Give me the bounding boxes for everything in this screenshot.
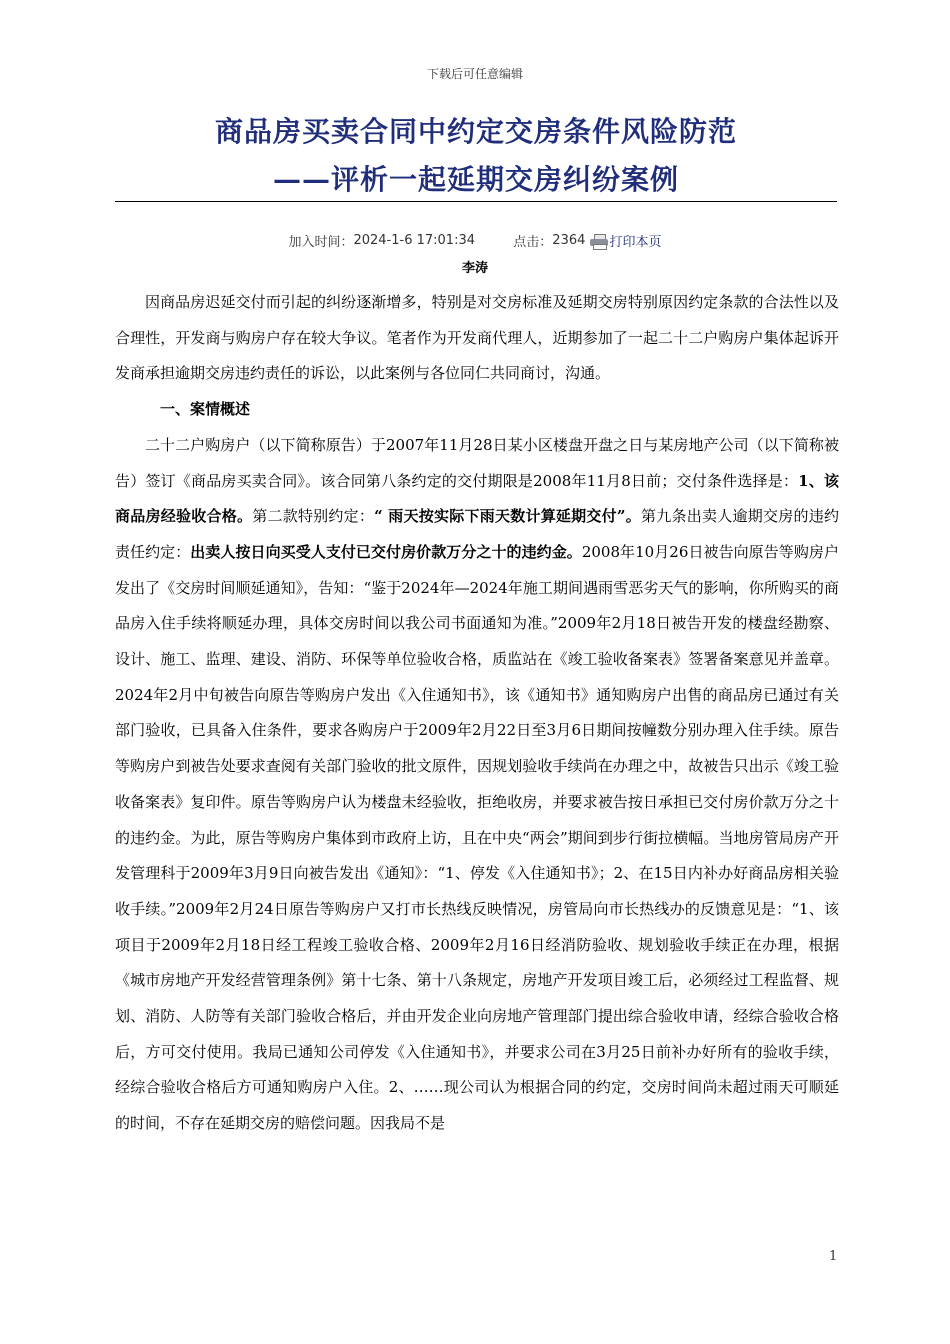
article-meta — [0, 231, 950, 250]
case-text-3: 第九条出卖人逾期交房的违约责任约定： — [115, 507, 839, 561]
printer-icon[interactable] — [590, 234, 608, 248]
case-bold-1: 1、该商品房经验收合格。 — [115, 471, 839, 526]
header-note: 下载后可任意编辑 — [426, 67, 523, 81]
clicks-label: 点击： — [513, 235, 553, 250]
document-title-line2: ——评析一起延期交房纠纷案例 — [272, 163, 679, 196]
case-bold-3: 出卖人按日向买受人支付已交付房价款万分之十的违约金。 — [190, 542, 582, 561]
author-name: 李涛 — [461, 261, 488, 276]
section-heading-case-overview: 一、案情概述 — [160, 400, 251, 419]
added-time-label: 加入时间： — [288, 235, 354, 250]
page-number: 1 — [829, 1249, 838, 1264]
clicks-value: 2364 — [552, 233, 586, 248]
print-page-link[interactable]: 打印本页 — [609, 235, 662, 250]
intro-paragraph: 因商品房迟延交付而引起的纠纷逐渐增多，特别是对交房标准及延期交房特别原因约定条款的合法性以及合理性，开发商与购房户存在较大争议。笔者作为开发商代理人，近期参加了一起二十二户购房户集体起诉开发商承担逾期交房违约责任的诉讼，以此案例与各位同仁共同商讨，沟通。 — [115, 293, 839, 383]
case-paragraph — [115, 428, 839, 1142]
case-text-2: 第二款特别约定： — [252, 507, 375, 526]
title-divider — [115, 201, 837, 202]
added-time-value: 2024-1-6 17:01:34 — [353, 233, 475, 248]
document-title-line1: 商品房买卖合同中约定交房条件风险防范 — [214, 115, 737, 148]
case-text-4: 2008年10月26日被告向原告等购房户发出了《交房时间顺延通知》，告知：“鉴于2024年—2024年施工期间遇雨雪恶劣天气的影响，你所购买的商品房入住手续将顺延办理，具体交房时间以我公司书面通知为准。”2009年2月18日被告开发的楼盘经勘察、设计、施工、监理、建设、消防、环保等单位验收合格，质监站在《竣工验收备案表》签署备案意见并盖章。2024年2月中旬被告向原告等购房户发出《入住通知书》，该《通知书》通知购房户出售的商品房已通过有关部门验收，已具备入住条件，要求各购房户于2009年2月22日至3月6日期间按幢数分别办理入住手续。原告等购房户到被告处要求查阅有关部门验收的批文原件，因规划验收手续尚在办理之中，故被告只出示《竣工验收备案表》复印件。原告等购房户认为楼盘未经验收，拒绝收房，并要求被告按日承担已交付房价款万分之十的违约金。为此，原告等购房户集体到市政府上访，且在中央“两会”期间到步行街拉横幅。当地房管局房产开发管理科于2009年3月9日向被告发出《通知》：“1、停发《入住通知书》；2、在15日内补办好商品房相关验收手续。”2009年2月24日原告等购房户又打市长热线反映情况，房管局向市长热线办的反馈意见是：“1、该项目于2009年2月18日经工程竣工验收合格、2009年2月16日经消防验收、规划验收手续正在办理，根据《城市房地产开发经营管理条例》第十七条、第十八条规定，房地产开发项目竣工后，必须经过工程监督、规划、消防、人防等有关部门验收合格后，并由开发企业向房地产管理部门提出综合验收申请，经综合验收合格后，方可交付使用。我局已通知公司停发《入住通知书》，并要求公司在3月25日前补办好所有的验收手续，经综合验收合格后方可通知购房户入住。2、……现公司认为根据合同的约定，交房时间尚未超过雨天可顺延的时间，不存在延期交房的赔偿问题。因我局不是 — [115, 542, 839, 1133]
case-text-1: 二十二户购房户（以下简称原告）于2007年11月28日某小区楼盘开盘之日与某房地产公司（以下简称被告）签订《商品房买卖合同》。该合同第八条约定的交付期限是2008年11月8日前；交付条件选择是： — [115, 435, 839, 490]
article-body — [115, 285, 839, 1142]
case-bold-2: “ 雨天按实际下雨天数计算延期交付”。 — [374, 507, 642, 526]
